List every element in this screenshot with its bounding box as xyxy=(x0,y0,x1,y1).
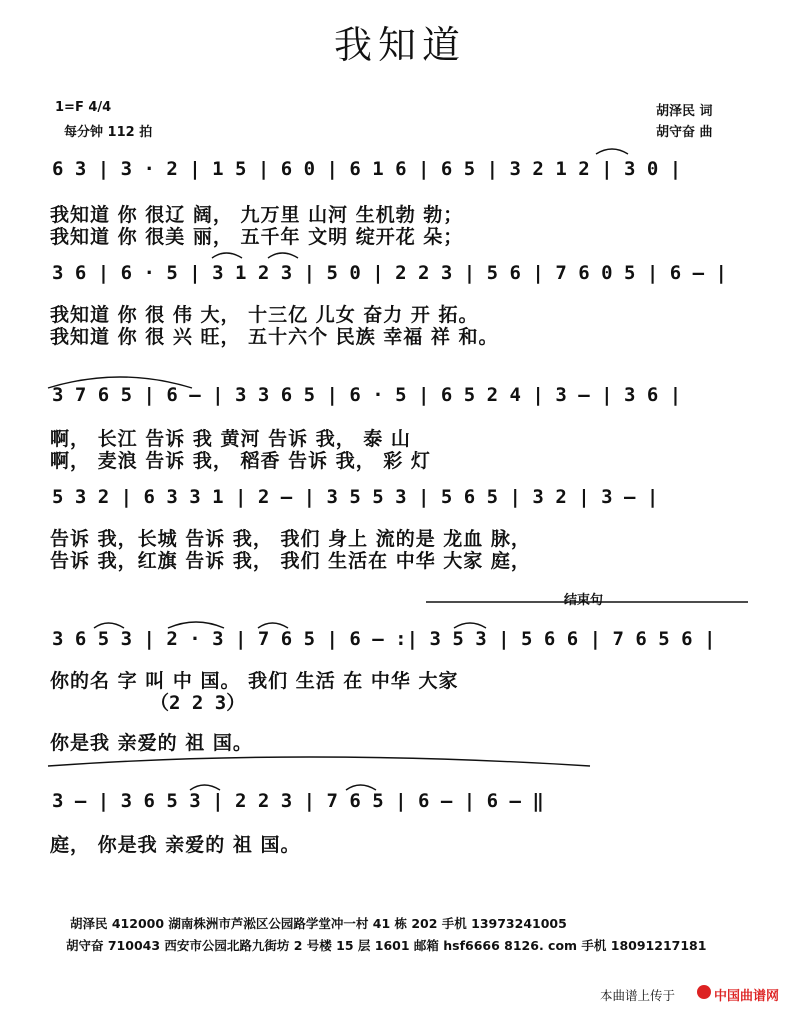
slur-row-5b xyxy=(168,622,224,628)
slur-row-6a xyxy=(190,785,220,790)
notation-row-3: 3 7 6 5 | 6 — | 3 3 6 5 | 6 · 5 | 6 5 2 4 | 3 — | 3 6 | xyxy=(52,384,682,406)
slur-row-6b xyxy=(346,785,376,790)
lyricist-credit: 胡泽民 词 xyxy=(656,104,713,119)
contact-lyricist: 胡泽民 412000 湖南株洲市芦淞区公园路学堂冲一村 41 栋 202 手机 13973241005 xyxy=(70,916,567,931)
upload-note: 本曲谱上传于 xyxy=(600,988,676,1003)
notation-row-1: 6 3 | 3 · 2 | 1 5 | 6 0 | 6 1 6 | 6 5 | 3 2 1 2 | 3 0 | xyxy=(52,158,682,180)
notation-row-4: 5 3 2 | 6 3 3 1 | 2 — | 3 5 5 3 | 5 6 5 | 3 2 | 3 — | xyxy=(52,486,659,508)
lyrics-row-6: 庭， 你是我 亲爱的 祖 国。 xyxy=(50,834,301,856)
tempo-marking: 每分钟 112 拍 xyxy=(64,125,153,140)
alt-notes-bracket: （2 2 3） xyxy=(150,692,246,714)
slur-row-2a xyxy=(212,253,242,258)
lyrics-row-3-verse-1: 啊， 长江 告诉 我 黄河 告诉 我， 泰 山 xyxy=(50,428,411,450)
lyrics-row-5-verse-2: 你是我 亲爱的 祖 国。 xyxy=(50,732,253,754)
notation-row-6: 3 — | 3 6 5 3 | 2 2 3 | 7 6 5 | 6 — | 6 — ‖ xyxy=(52,790,544,812)
slur-row-5a xyxy=(94,623,124,628)
lyrics-row-3-verse-2: 啊， 麦浪 告诉 我， 稻香 告诉 我， 彩 灯 xyxy=(50,450,431,472)
site-name[interactable]: 中国曲谱网 xyxy=(714,989,780,1004)
notation-row-5: 3 6 5 3 | 2 · 3 | 7 6 5 | 6 — :| 3 5 3 | 5 6 6 | 7 6 5 6 | xyxy=(52,628,716,650)
notation-row-2: 3 6 | 6 · 5 | 3 1 2 3 | 5 0 | 2 2 3 | 5 6 | 7 6 0 5 | 6 — | xyxy=(52,262,727,284)
key-signature: 1=F 4/4 xyxy=(55,100,112,115)
ending-marker: 结束句 xyxy=(560,589,607,608)
slur-row-5d xyxy=(454,623,486,628)
lyrics-row-4-verse-1: 告诉 我，长城 告诉 我， 我们 身上 流的是 龙血 脉， xyxy=(50,528,531,550)
composer-credit: 胡守奋 曲 xyxy=(656,125,713,140)
lyrics-row-2-verse-1: 我知道 你 很 伟 大， 十三亿 儿女 奋力 开 拓。 xyxy=(50,304,479,326)
score-title: 我知道 xyxy=(333,23,466,67)
phrase-slur-row-6 xyxy=(48,757,590,766)
lyrics-row-2-verse-2: 我知道 你 很 兴 旺， 五十六个 民族 幸福 祥 和。 xyxy=(50,326,499,348)
lyrics-row-4-verse-2: 告诉 我，红旗 告诉 我， 我们 生活在 中华 大家 庭， xyxy=(50,550,531,572)
slur-row-1 xyxy=(596,149,628,154)
lyrics-row-1-verse-2: 我知道 你 很美 丽， 五千年 文明 绽开花 朵； xyxy=(50,226,464,248)
slur-row-5c xyxy=(258,623,288,628)
slur-row-2b xyxy=(268,253,298,258)
lyrics-row-5-verse-1: 你的名 字 叫 中 国。 我们 生活 在 中华 大家 xyxy=(50,670,459,692)
lyrics-row-1-verse-1: 我知道 你 很辽 阔， 九万里 山河 生机勃 勃； xyxy=(50,204,464,226)
phrase-slur-row-3 xyxy=(48,377,192,388)
contact-composer: 胡守奋 710043 西安市公园北路九街坊 2 号楼 15 层 1601 邮箱 hsf6666 8126. com 手机 18091217181 xyxy=(66,938,707,953)
